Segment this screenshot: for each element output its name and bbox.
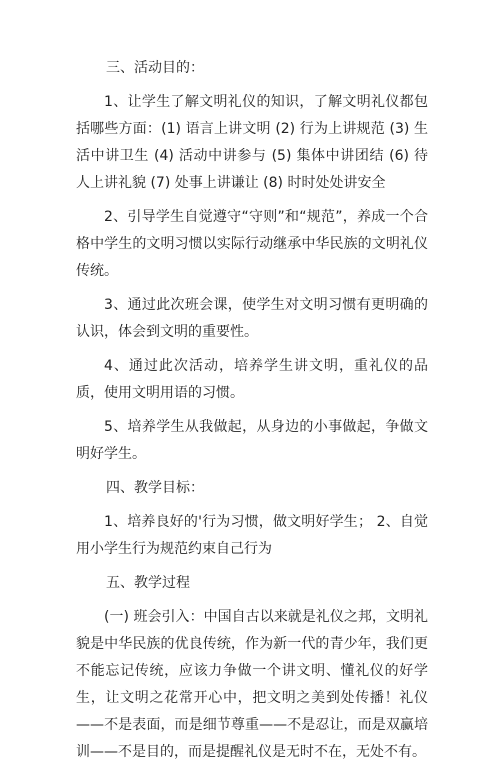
paragraph-goal-4: 4、通过此次活动，培养学生讲文明，重礼仪的品质，使用文明用语的习惯。 <box>76 358 428 401</box>
section-heading-activity-goals: 三、活动目的： <box>106 60 204 76</box>
paragraph-goal-1: 1、让学生了解文明礼仪的知识，了解文明礼仪都包括哪些方面：(1) 语言上讲文明 (2) 行为上讲规范 (3) 生活中讲卫生 (4) 活动中讲参与 (5) 集体中讲团结 (6) 待人上讲礼貌 (7) 处事上讲谦让 (8) 时时处处讲安全 <box>76 94 428 191</box>
section-heading-teaching-goals: 四、教学目标： <box>106 480 204 496</box>
paragraph-goal-3: 3、通过此次班会课，使学生对文明习惯有更明确的认识，体会到文明的重要性。 <box>76 297 428 340</box>
paragraph-goal-2: 2、引导学生自觉遵守“守则”和“规范”，养成一个合格中学生的文明习惯以实际行动继承中华民族的文明礼仪传统。 <box>76 209 428 279</box>
paragraph-goal-5: 5、培养学生从我做起，从身边的小事做起，争做文明好学生。 <box>76 419 428 462</box>
paragraph-teaching-goals: 1、培养良好的'行为习惯，做文明好学生； 2、自觉用小学生行为规范约束自己行为 <box>76 514 428 557</box>
document-page <box>76 55 428 773</box>
section-heading-teaching-process: 五、教学过程 <box>106 575 190 591</box>
paragraph-class-intro: (一) 班会引入：中国自古以来就是礼仪之邦，文明礼貌是中华民族的优良传统，作为新一代的青少年，我们更不能忘记传统，应该力争做一个讲文明、懂礼仪的好学生，让文明之花常开心中，把文明之美到处传播！礼仪——不是表面，而是细节尊重——不是忍让，而是双赢培训——不是目的，而是提醒礼仪是无时不在，无处不有。 <box>76 609 428 760</box>
